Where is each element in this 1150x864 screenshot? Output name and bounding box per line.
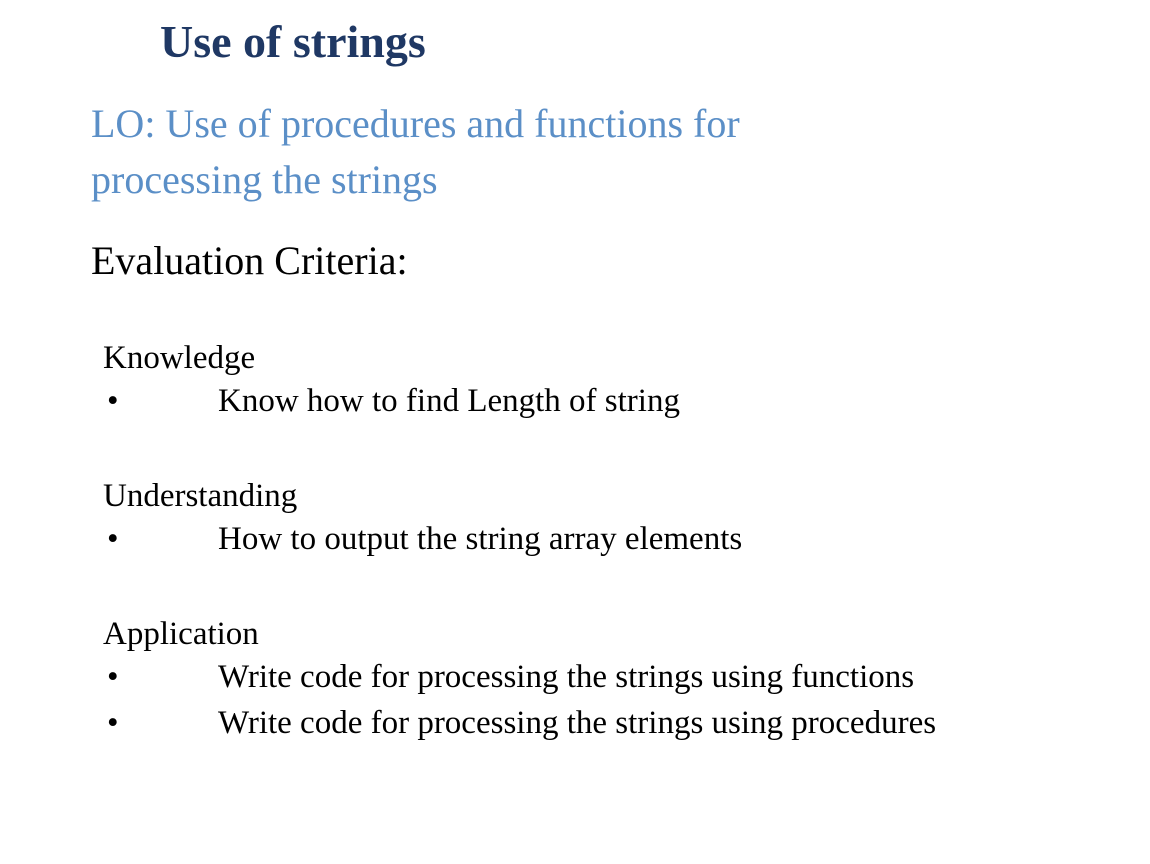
- bullet-icon: •: [107, 383, 119, 419]
- learning-objective-line: processing the strings: [91, 157, 438, 202]
- bullet-icon: •: [107, 521, 119, 557]
- section-heading-application: Application: [103, 616, 259, 652]
- learning-objective-line: LO: Use of procedures and functions for: [91, 101, 740, 146]
- list-item-text: Write code for processing the strings using functions: [218, 659, 915, 695]
- evaluation-criteria-heading: Evaluation Criteria:: [91, 238, 408, 283]
- list-item: [103, 378, 1133, 424]
- bullet-icon: •: [107, 705, 119, 741]
- section-heading-understanding: Understanding: [103, 478, 298, 514]
- bullet-icon: •: [107, 659, 119, 695]
- list-item: [103, 654, 1133, 700]
- list-item: [103, 700, 1133, 746]
- learning-objective: [91, 96, 991, 208]
- list-item: [103, 516, 1133, 562]
- section-heading-knowledge: Knowledge: [103, 340, 256, 376]
- application-section: [103, 614, 1133, 746]
- list-item-text: Know how to find Length of string: [218, 383, 680, 419]
- knowledge-section: [103, 338, 1133, 424]
- list-item-text: Write code for processing the strings using procedures: [218, 705, 937, 741]
- slide-title: Use of strings: [160, 16, 426, 67]
- understanding-section: [103, 476, 1133, 562]
- list-item-text: How to output the string array elements: [218, 521, 743, 557]
